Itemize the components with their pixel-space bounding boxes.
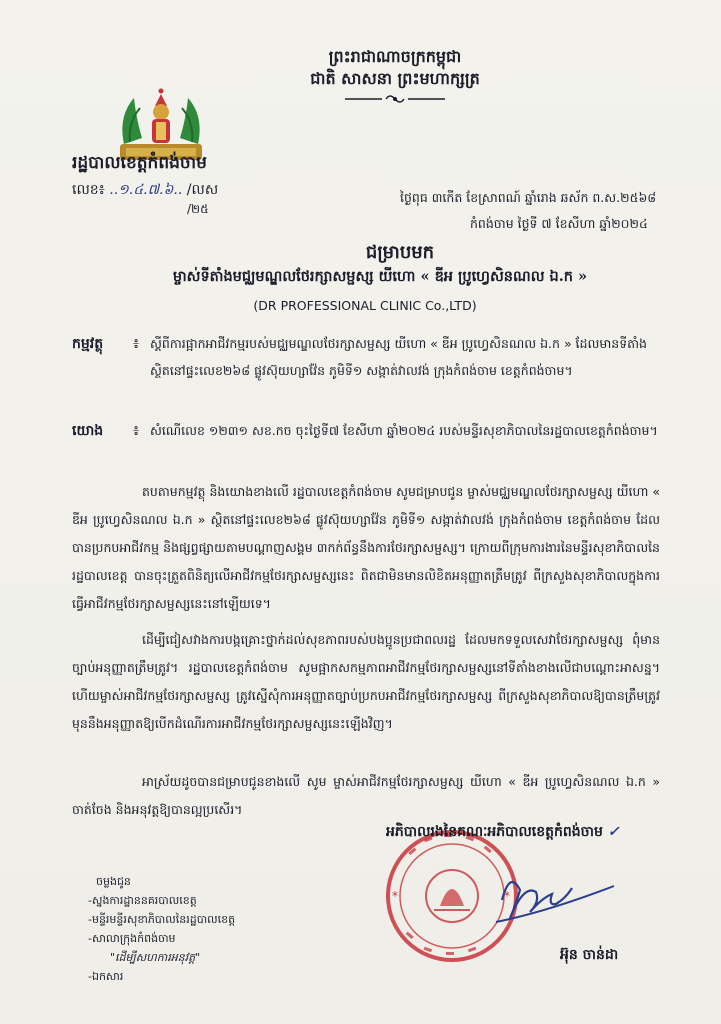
- ref-handwritten-number: ..១.៤.៧.៦..: [109, 182, 183, 198]
- subject-label: កម្មវត្ថុ: [72, 336, 104, 352]
- body-paragraph-1: តបតាមកម្មវត្ថុ និងយោងខាងលើ រដ្ឋបាលខេត្តកំពង់ចាម សូមជម្រាបជូន ម្ចាស់មជ្ឈមណ្ឌលថែរក្សាសម្ផស្ស យីហោ « ឌីអ ប្រូហ្វេសិនណល ឯ.ក » ស្ថិតនៅផ្ទះលេខ២៦៨ ផ្លូវស៊ុយហ្សាវ៉ែន ភូមិទី១ សង្កាត់វាលវង់ ក្រុងកំពង់ចាម ខេត្តកំពង់ចាម ដែលបានប្រកបអាជីវកម្ម និងផ្សព្វផ្សាយតាមបណ្តាញសង្គម ៣កក់ព័ន្ធនឹងការថែរក្សាសម្ផស្ស។ ក្រោយពីក្រុមការងារនៃមន្ទីរសុខាភិបាលនៃរដ្ឋបាលខេត្ត បានចុះត្រួតពិនិត្យលើអាជីវកម្មថែរក្សាសម្ផស្សនេះ ពិតជាមិនមានលិខិតអនុញ្ញាតត្រឹមត្រូវ ពីក្រសួងសុខាភិបាលក្នុងការធ្វើអាជីវកម្មថែរក្សាសម្ផស្សនេះនៅឡើយទេ។: [72, 484, 660, 611]
- signatory-title-text: អភិបាលរងនៃគណៈអភិបាលខេត្តកំពង់ចាម: [386, 824, 603, 840]
- reference-label: យោង: [72, 423, 104, 439]
- reference-number: [72, 180, 218, 219]
- cc-item: -ស្នងការដ្ឋាននគរបាលខេត្ត: [88, 894, 197, 907]
- cc-note: "ដើម្បីសហការអនុវត្ត": [110, 951, 201, 964]
- reference-colon: ៖: [133, 423, 140, 439]
- body-paragraph-2: ដើម្បីជៀសវាងការបង្កគ្រោះថ្នាក់ដល់សុខភាពរបស់បងប្អូនប្រជាពលរដ្ឋ ដែលមកទទួលសេវាថែរក្សាសម្ផស្ស ពុំមានច្បាប់អនុញ្ញាតត្រឹមត្រូវ។ រដ្ឋបាលខេត្តកំពង់ចាម សូមផ្អាកសកម្មភាពអាជីវកម្មថែរក្សាសម្ផស្សនៅទីតាំងខាងលើជាបណ្តោះអាសន្ន។ ហើយម្ចាស់អាជីវកម្មថែរក្សាសម្ផស្ស ត្រូវស្នើសុំការអនុញ្ញាតច្បាប់ប្រកបអាជីវកម្មថែរក្សាសម្ផស្ស ពីក្រសួងសុខាភិបាលឱ្យបានត្រឹមត្រូវ មុននឹងអនុញ្ញាតឱ្យបើកដំណើរការអាជីវកម្មថែរក្សាសម្ផស្សនេះឡើងវិញ។: [72, 632, 660, 731]
- ref-suffix: /លស: [186, 182, 219, 198]
- kingdom-title: ព្រះរាជាណាចក្រកម្ពុជា: [328, 47, 462, 66]
- ref-prefix: លេខ៖: [72, 182, 105, 198]
- cc-list: [88, 872, 235, 986]
- national-motto: ជាតិ សាសនា ព្រះមហាក្សត្រ: [310, 69, 480, 88]
- cc-title: ចម្លងជូន: [96, 875, 131, 888]
- lunar-date: ថ្ងៃពុធ ៣កើត ខែស្រាពណ៍ ឆ្នាំរោង ឆស័ក ព.ស.២៥៦៨: [400, 190, 657, 205]
- subject-text: ស្តីពីការផ្អាកអាជីវកម្មរបស់មជ្ឈមណ្ឌលថែរក្សាសម្ផស្ស យីហោ « ឌីអ ប្រូហ្វេសិនណល ឯ.ក » ដែលមានទីតាំងស្ថិតនៅផ្ទះលេខ២៦៨ ផ្លូវស៊ុយហ្សាវ៉ែន ភូមិទី១ សង្កាត់វាលវង់ ក្រុងកំពង់ចាម ខេត្តកំពង់ចាម។: [150, 336, 647, 378]
- cc-archive: -ឯកសារ: [88, 970, 124, 983]
- addressee: ម្ចាស់ទីតាំងមជ្ឈមណ្ឌលថែរក្សាសម្ផស្ស យីហោ « ឌីអ ប្រូហ្វេសិនណល ឯ.ក »: [172, 268, 588, 285]
- signatory-name: អ៊ុន ចាន់ដា: [560, 947, 619, 963]
- cc-item: -សាលាក្រុងកំពង់ចាម: [88, 932, 176, 945]
- svg-text:*: *: [392, 889, 398, 903]
- cc-item: -មន្ទីរមន្ទីរសុខាភិបាលនៃរដ្ឋបាលខេត្ត: [88, 913, 236, 926]
- body-paragraph-3: អាស្រ័យដូចបានជម្រាបជូនខាងលើ សូម ម្ចាស់អាជីវកម្មថែរក្សាសម្ផស្ស យីហោ « ឌីអ ប្រូហ្វេសិនណល ឯ.ក » ចាត់ចែង និងអនុវត្តឱ្យបានល្អប្រសើរ។: [72, 774, 660, 817]
- signatory-title: [386, 822, 619, 843]
- solar-date: កំពង់ចាម ថ្ងៃទី ៧ ខែសីហា ឆ្នាំ២០២៤: [470, 216, 648, 231]
- ornament-divider-icon: [340, 92, 450, 106]
- notice-heading: ជម្រាបមក: [365, 242, 435, 263]
- subject-colon: ៖: [133, 336, 140, 352]
- handwritten-signature-icon: [492, 860, 622, 935]
- reference-text: សំណើលេខ ១២៣១ សខ.កច ចុះថ្ងៃទី៧ ខែសីហា ឆ្នាំ២០២៤ របស់មន្ទីរសុខាភិបាលនៃរដ្ឋបាលខេត្តកំពង់ចាម។: [150, 423, 658, 438]
- svg-text:*: *: [504, 889, 510, 903]
- ref-sub: /២៥: [187, 202, 209, 216]
- province-admin-title: រដ្ឋបាលខេត្តកំពង់ចាម: [72, 153, 207, 173]
- check-mark-icon: ✓: [607, 824, 620, 840]
- clinic-english-name: (DR PROFESSIONAL CLINIC Co.,LTD): [253, 298, 477, 313]
- national-header: [230, 46, 560, 106]
